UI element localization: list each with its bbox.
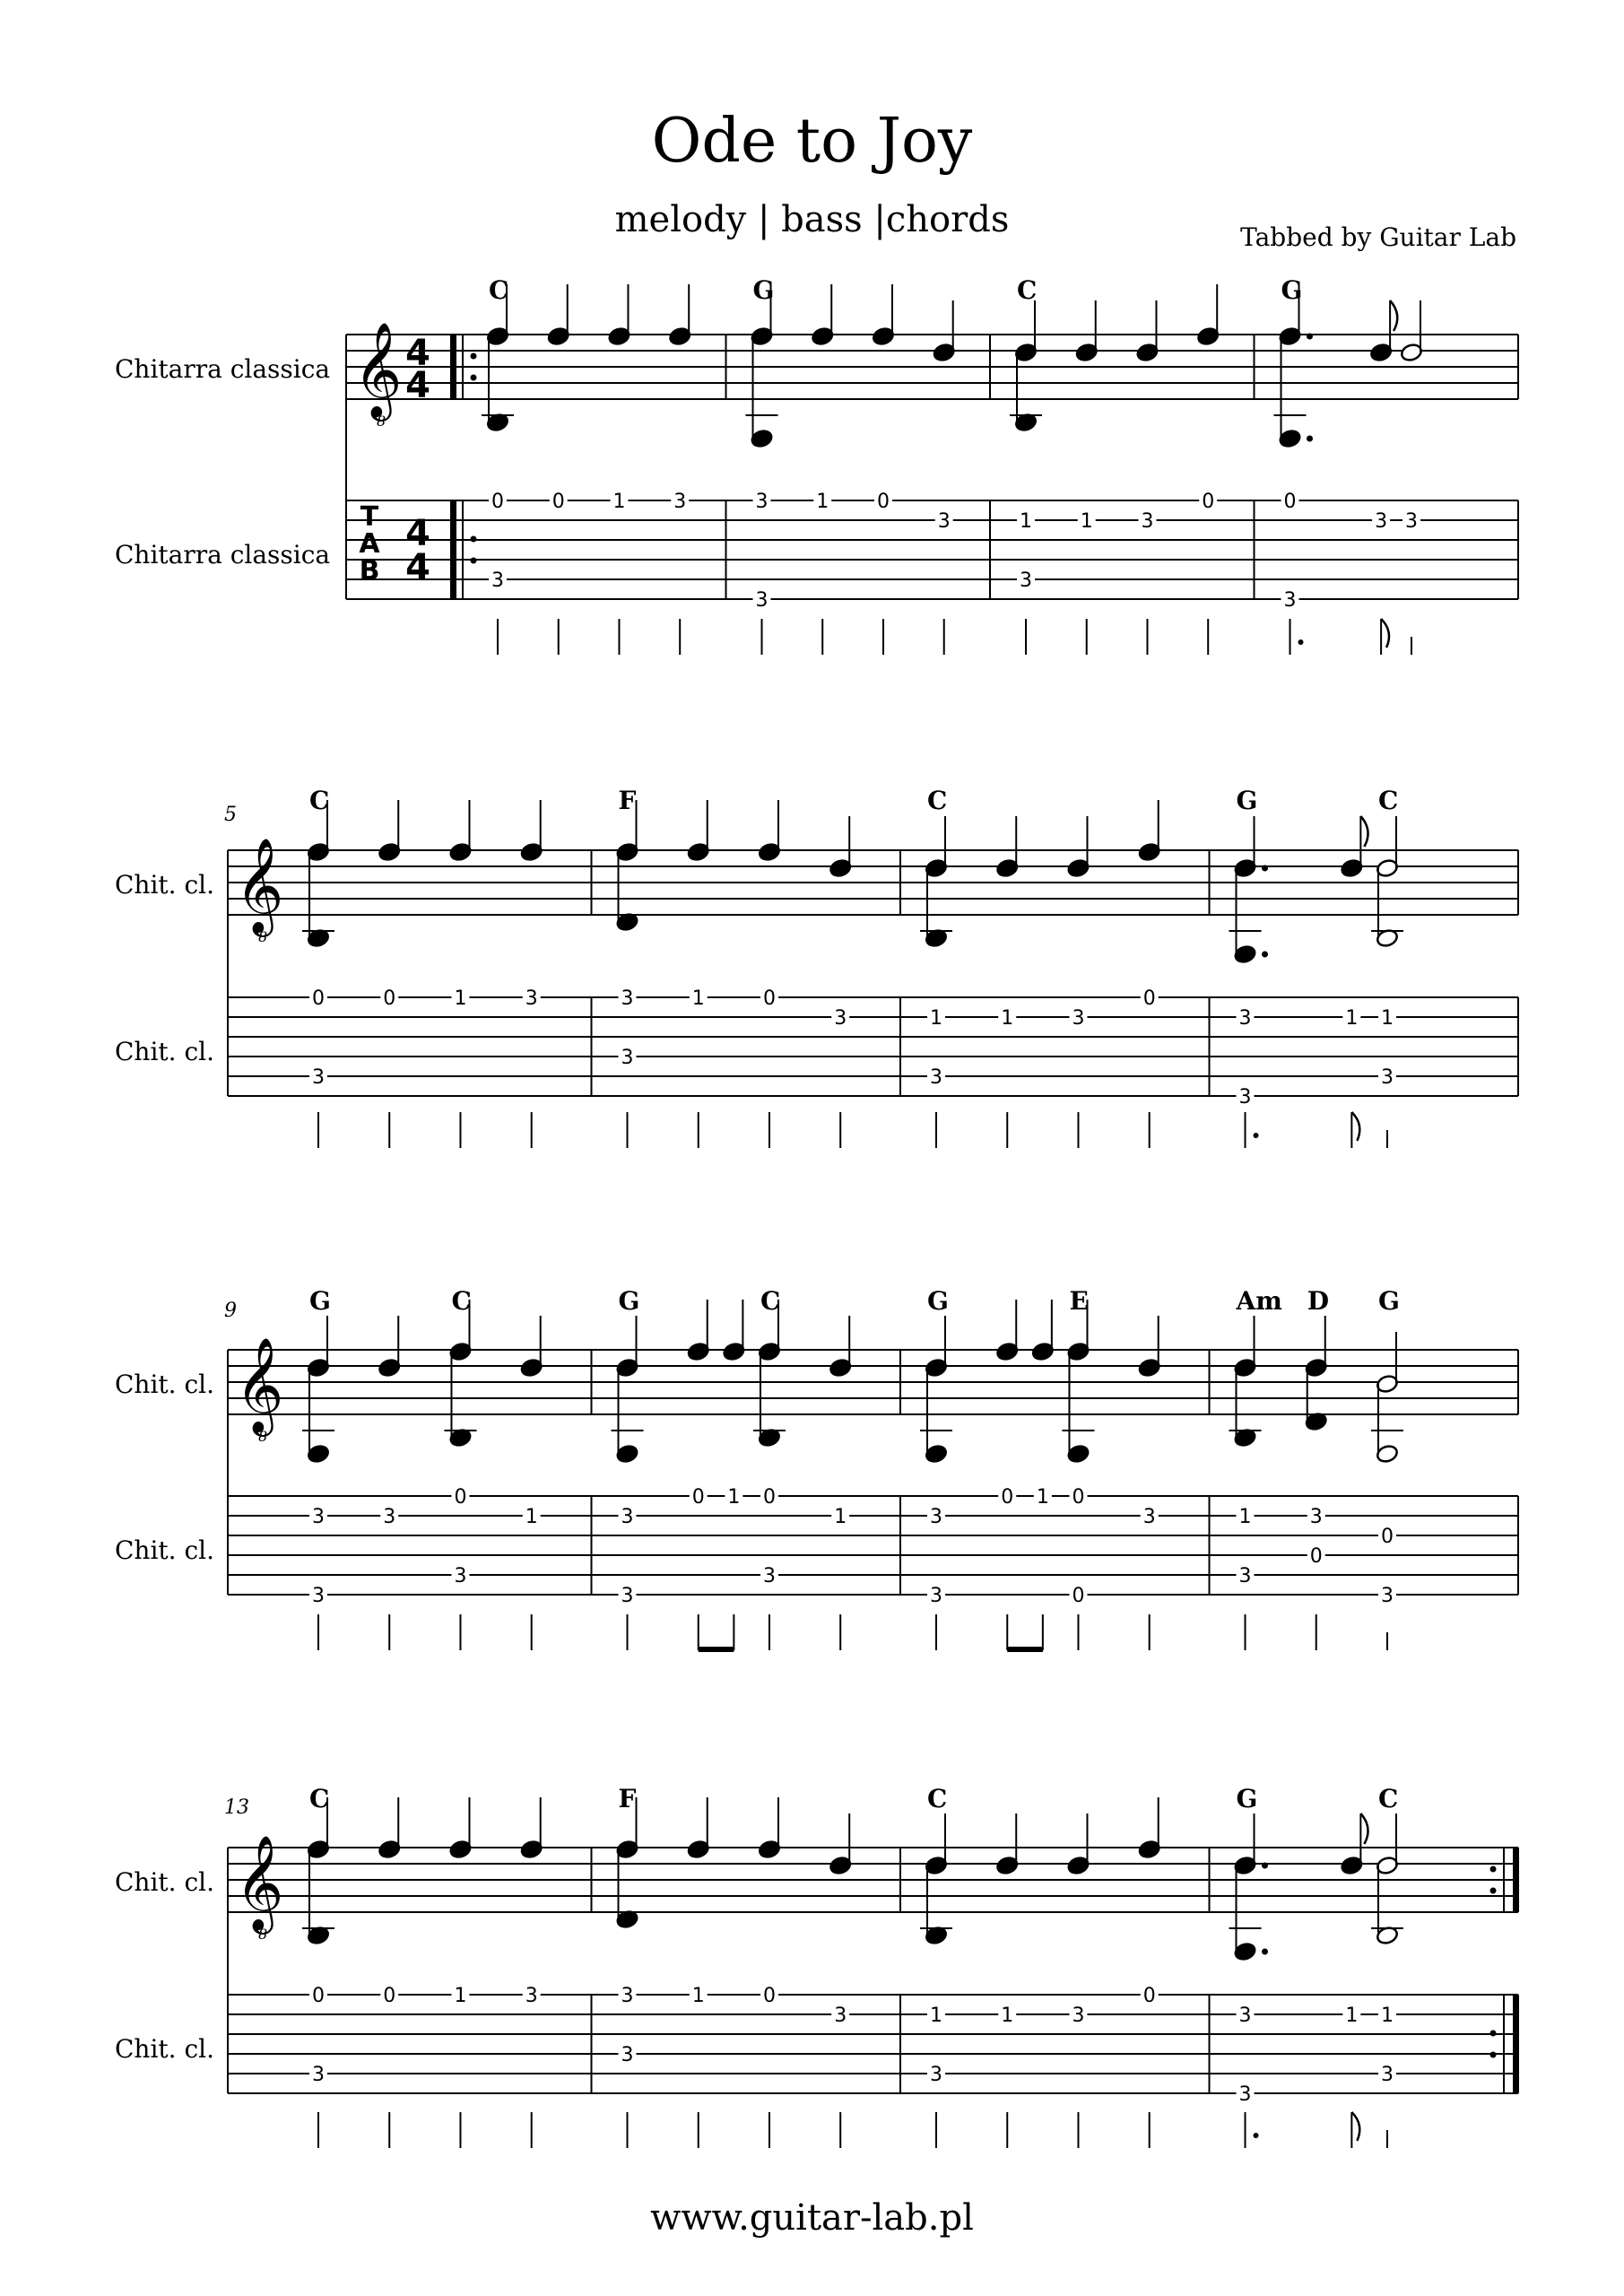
fret-number: 3 [312,1585,325,1607]
fret-number: 1 [691,987,705,1010]
chord-symbol: C [1377,1784,1399,1813]
instrument-label-staff: Chit. cl. [115,870,215,900]
fret-number: 3 [1375,510,1388,533]
fret-number: 3 [1238,2083,1252,2106]
chord-symbol: C [309,786,330,815]
chord-symbol: D [1307,1286,1330,1316]
fret-number: 0 [1380,1526,1394,1548]
tab-rhythm-flag [1381,619,1389,648]
system-3 [115,1286,1518,1652]
fret-number: 0 [1142,1985,1156,2007]
fret-number: 3 [930,2064,942,2086]
fret-number: 0 [1072,1486,1085,1509]
treble-clef-icon: 𝄞 [235,837,284,933]
chord-symbol: F [618,1784,637,1813]
fret-number: 3 [621,987,634,1010]
repeat-end-thick [1513,1848,1519,1912]
tab-time-sig-top: 4 [405,513,430,554]
fret-number: 1 [1020,510,1032,533]
fret-number: 0 [551,491,565,513]
instrument-label-tab: Chit. cl. [115,2034,215,2064]
fret-number: 3 [1380,2064,1394,2086]
fret-number: 0 [312,987,325,1010]
fret-number: 3 [1404,510,1418,533]
dot [1262,865,1268,872]
fret-number: 0 [1072,1585,1085,1607]
tab-clef-letter: T [360,501,379,533]
chord-symbol: G [927,1286,949,1316]
instrument-label-staff: Chit. cl. [115,1867,215,1897]
instrument-label-tab: Chitarra classica [115,540,331,570]
fret-number: 0 [1001,1486,1014,1509]
fret-number: 3 [673,491,687,513]
fret-number: 1 [1380,1007,1394,1030]
chord-symbol: G [1377,1286,1400,1316]
repeat-end-thick [1513,1995,1519,2093]
repeat-dot [471,536,477,543]
repeat-dot [1490,2052,1497,2058]
fret-number: 0 [1202,491,1215,513]
repeat-dot [1490,1888,1497,1894]
chord-symbol: C [927,786,948,815]
fret-number: 1 [612,491,626,513]
fret-number: 3 [1238,1565,1252,1587]
chord-symbol: C [927,1784,948,1813]
fret-number: 3 [1238,1086,1252,1109]
flag [1390,300,1397,331]
chord-symbol: C [451,1286,472,1316]
fret-number: 0 [383,1985,396,2007]
fret-number: 3 [930,1066,942,1089]
chord-symbol: G [309,1286,331,1316]
fret-number: 0 [1142,987,1156,1010]
fret-number: 3 [755,589,769,612]
fret-number: 3 [834,1007,847,1030]
fret-number: 1 [727,1486,741,1509]
fret-number: 3 [1072,2005,1085,2027]
chord-symbol: C [1377,786,1399,815]
arranger-credit: Tabbed by Guitar Lab [1240,222,1516,252]
fret-number: 1 [816,491,829,513]
fret-number: 3 [525,1985,538,2007]
fret-number: 3 [755,491,769,513]
instrument-label-staff: Chitarra classica [115,354,331,384]
fret-number: 3 [312,2064,325,2086]
chord-symbol: G [752,275,775,305]
fret-number: 3 [1072,1007,1085,1030]
fret-number: 0 [876,491,890,513]
fret-number: 3 [1380,1066,1394,1089]
fret-number: 0 [762,1985,776,2007]
tab-rhythm-flag [1351,2112,1359,2141]
fret-number: 1 [1238,1506,1252,1528]
fret-number: 1 [1001,2005,1014,2027]
instrument-label-tab: Chit. cl. [115,1037,215,1066]
system-2 [115,786,1518,1148]
fret-number: 3 [621,1585,634,1607]
treble-clef-icon: 𝄞 [235,1336,284,1432]
fret-number: 3 [762,1565,776,1587]
treble-clef-icon: 𝄞 [353,321,403,417]
repeat-dot [1490,2031,1497,2037]
octave-marker: 8 [258,1926,268,1943]
system-1 [115,275,1518,655]
fret-number: 1 [930,2005,942,2027]
dot [1262,1863,1268,1869]
system-4 [115,1784,1519,2148]
fret-number: 0 [1283,491,1297,513]
fret-number: 3 [930,1585,942,1607]
repeat-start-thick [450,500,456,599]
fret-number: 3 [937,510,951,533]
time-sig-bottom: 4 [405,365,430,406]
fret-number: 3 [1380,1585,1394,1607]
octave-marker: 8 [258,928,268,945]
tab-rhythm-dot [1254,2133,1259,2138]
fret-number: 3 [1238,2005,1252,2027]
chord-symbol: C [760,1286,781,1316]
tab-time-sig-bottom: 4 [405,547,430,588]
fret-number: 3 [1020,570,1032,592]
fret-number: 1 [1036,1486,1049,1509]
chord-symbol: Am [1236,1286,1282,1316]
repeat-start-thick [450,335,456,399]
tab-rhythm-dot [1298,639,1304,645]
fret-number: 0 [491,491,504,513]
fret-number: 3 [312,1066,325,1089]
measure-number: 13 [224,1796,249,1819]
dot [1307,334,1313,340]
fret-number: 0 [312,1985,325,2007]
fret-number: 3 [383,1506,396,1528]
fret-number: 1 [930,1007,942,1030]
fret-number: 1 [1345,2005,1359,2027]
chord-symbol: C [309,1784,330,1813]
chord-symbol: G [1281,275,1303,305]
fret-number: 3 [1142,1506,1156,1528]
fret-number: 0 [762,987,776,1010]
fret-number: 0 [691,1486,705,1509]
footer-url: www.guitar-lab.pl [650,2197,974,2239]
tab-rhythm-beam [699,1647,734,1652]
score-title: Ode to Joy [651,106,973,177]
treble-clef-icon: 𝄞 [235,1834,284,1930]
fret-number: 3 [930,1506,942,1528]
fret-number: 1 [1080,510,1093,533]
fret-number: 1 [1380,2005,1394,2027]
fret-number: 0 [762,1486,776,1509]
chord-symbol: C [1017,275,1038,305]
fret-number: 1 [454,1985,467,2007]
fret-number: 0 [383,987,396,1010]
fret-number: 3 [621,1047,634,1069]
flag [1360,1813,1368,1844]
dot [1307,436,1313,442]
instrument-label-tab: Chit. cl. [115,1535,215,1565]
chord-symbol: G [1236,1784,1258,1813]
repeat-dot [471,353,477,360]
fret-number: 3 [1141,510,1154,533]
tab-rhythm-dot [1254,1133,1259,1138]
time-sig-top: 4 [405,333,430,374]
chord-symbol: E [1069,1286,1089,1316]
fret-number: 0 [1309,1545,1323,1568]
measure-number: 5 [224,804,237,826]
octave-marker: 8 [377,413,386,430]
fret-number: 3 [621,1506,634,1528]
fret-number: 1 [691,1985,705,2007]
fret-number: 3 [491,570,504,592]
fret-number: 1 [454,987,467,1010]
fret-number: 3 [1238,1007,1252,1030]
repeat-dot [1490,1866,1497,1873]
fret-number: 1 [1001,1007,1014,1030]
fret-number: 3 [621,2044,634,2066]
fret-number: 3 [1309,1506,1323,1528]
fret-number: 0 [454,1486,467,1509]
chord-symbol: C [489,275,509,305]
fret-number: 1 [525,1506,538,1528]
fret-number: 3 [621,1985,634,2007]
fret-number: 1 [834,1506,847,1528]
tab-rhythm-beam [1007,1647,1043,1652]
chord-symbol: F [618,786,637,815]
chord-symbol: G [1236,786,1258,815]
tab-clef-letter: B [359,555,380,587]
flag [1360,816,1368,847]
fret-number: 3 [525,987,538,1010]
fret-number: 3 [834,2005,847,2027]
tab-rhythm-flag [1351,1112,1359,1141]
dot [1262,952,1268,958]
octave-marker: 8 [258,1428,268,1445]
tab-clef-letter: A [359,528,380,560]
fret-number: 3 [1283,589,1297,612]
repeat-dot [471,558,477,564]
measure-number: 9 [224,1300,237,1322]
chord-symbol: G [618,1286,640,1316]
fret-number: 3 [312,1506,325,1528]
instrument-label-staff: Chit. cl. [115,1370,215,1399]
fret-number: 1 [1345,1007,1359,1030]
repeat-dot [471,375,477,381]
fret-number: 3 [454,1565,467,1587]
score-subtitle: melody | bass |chords [614,199,1010,240]
dot [1262,1949,1268,1955]
